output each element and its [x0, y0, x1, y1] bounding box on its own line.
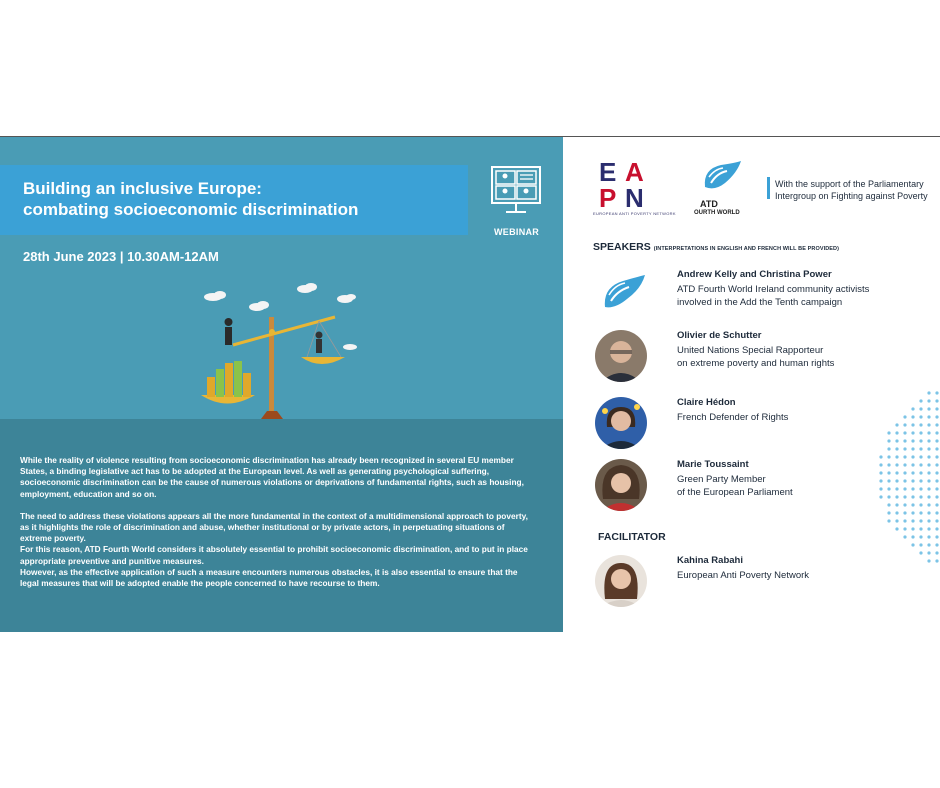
- speaker-role-line: Green Party Member: [677, 474, 766, 485]
- support-statement: [775, 178, 940, 202]
- speaker-role: [677, 344, 917, 370]
- decorative-dot: [919, 551, 922, 554]
- event-date: 28th June 2023 | 10.30AM-12AM: [23, 249, 219, 264]
- decorative-dot: [903, 527, 906, 530]
- decorative-dot: [887, 455, 890, 458]
- speaker-name: Andrew Kelly and Christina Power: [677, 269, 832, 280]
- eapn-letter-n: N: [625, 183, 644, 213]
- decorative-dot: [927, 431, 930, 434]
- decorative-dot: [895, 455, 898, 458]
- decorative-dot: [935, 423, 938, 426]
- decorative-dot: [927, 551, 930, 554]
- scale-illustration: [195, 277, 360, 422]
- decorative-dot: [935, 391, 938, 394]
- decorative-dot: [935, 543, 938, 546]
- decorative-dot: [919, 503, 922, 506]
- decorative-dot: [903, 479, 906, 482]
- decorative-dot: [911, 527, 914, 530]
- decorative-dot: [903, 495, 906, 498]
- decorative-dot: [927, 487, 930, 490]
- decorative-dot: [911, 407, 914, 410]
- decorative-dot: [927, 479, 930, 482]
- decorative-dot: [903, 487, 906, 490]
- speaker-role-line: ATD Fourth World Ireland community activists: [677, 284, 870, 295]
- event-title: [23, 178, 453, 220]
- decorative-dot: [911, 455, 914, 458]
- decorative-dot: [895, 511, 898, 514]
- description-paragraph: For this reason, ATD Fourth World considers it absolutely essential to prohibit socioeconomic discrimination, and to put in place appropriate preventive and punitive measures.: [20, 544, 528, 566]
- decorative-dot: [919, 455, 922, 458]
- decorative-dot: [935, 527, 938, 530]
- webinar-flyer: [0, 136, 940, 631]
- decorative-dot: [911, 447, 914, 450]
- eapn-letter-a: A: [625, 159, 644, 187]
- decorative-dot: [927, 559, 930, 562]
- decorative-dot: [927, 495, 930, 498]
- decorative-dot: [887, 447, 890, 450]
- decorative-dot: [895, 503, 898, 506]
- decorative-dot: [935, 455, 938, 458]
- decorative-dot: [927, 447, 930, 450]
- support-line-2: Intergroup on Fighting against Poverty: [775, 191, 928, 201]
- decorative-dot: [919, 527, 922, 530]
- decorative-dot: [895, 495, 898, 498]
- decorative-dot: [919, 487, 922, 490]
- decorative-dot: [927, 511, 930, 514]
- decorative-dot: [903, 463, 906, 466]
- decorative-dot: [927, 535, 930, 538]
- decorative-dot: [903, 439, 906, 442]
- decorative-dot: [887, 503, 890, 506]
- decorative-dot: [879, 487, 882, 490]
- decorative-dot: [919, 471, 922, 474]
- decorative-dot: [919, 399, 922, 402]
- decorative-dot: [895, 519, 898, 522]
- decorative-dot: [919, 543, 922, 546]
- decorative-dot: [927, 399, 930, 402]
- decorative-dot: [911, 463, 914, 466]
- decorative-dot: [895, 527, 898, 530]
- decorative-dot: [935, 415, 938, 418]
- decorative-dot: [927, 463, 930, 466]
- support-accent-bar: [767, 177, 770, 199]
- decorative-dot: [935, 551, 938, 554]
- facilitator-role-line: European Anti Poverty Network: [677, 570, 810, 581]
- decorative-dot: [927, 503, 930, 506]
- decorative-dot: [879, 479, 882, 482]
- interpretation-note: (INTERPRETATIONS IN ENGLISH AND FRENCH WILL BE PROVIDED): [653, 246, 840, 252]
- decorative-dot: [919, 415, 922, 418]
- decorative-dot: [927, 439, 930, 442]
- speaker-name: Claire Hédon: [677, 397, 736, 408]
- decorative-dot: [903, 503, 906, 506]
- decorative-dot: [911, 423, 914, 426]
- decorative-dot: [919, 535, 922, 538]
- decorative-dot: [927, 471, 930, 474]
- decorative-dot: [887, 439, 890, 442]
- decorative-dot: [903, 431, 906, 434]
- atd-sub-label: OURTH WORLD: [694, 210, 740, 216]
- speakers-title: SPEAKERS: [593, 241, 651, 253]
- decorative-dot: [919, 519, 922, 522]
- decorative-dot: [919, 407, 922, 410]
- eapn-caption: EUROPEAN ANTI POVERTY NETWORK: [593, 211, 676, 216]
- decorative-dot: [911, 511, 914, 514]
- title-line-2: combating socioeconomic discrimination: [23, 200, 359, 219]
- decorative-dot: [895, 471, 898, 474]
- description-paragraph: The need to address these violations appears all the more fundamental in the context of a multidimensional approach to poverty, as it highlights the role of discrimination and abuse, whether institutional or by private actors, in perpetuating situations of extreme poverty.: [20, 510, 528, 544]
- left-panel: [0, 137, 563, 632]
- decorative-dot: [903, 447, 906, 450]
- decorative-dot: [935, 487, 938, 490]
- decorative-dot: [911, 479, 914, 482]
- decorative-dot: [903, 423, 906, 426]
- decorative-dot: [935, 407, 938, 410]
- decorative-dot: [927, 423, 930, 426]
- webinar-label: WEBINAR: [494, 227, 540, 237]
- decorative-dot: [927, 455, 930, 458]
- decorative-dot: [935, 559, 938, 562]
- decorative-dot: [935, 495, 938, 498]
- decorative-dot: [919, 479, 922, 482]
- decorative-dot: [879, 495, 882, 498]
- support-line-1: With the support of the Parliamentary: [775, 179, 924, 189]
- decorative-dot: [895, 423, 898, 426]
- decorative-dot: [919, 495, 922, 498]
- decorative-dot: [879, 471, 882, 474]
- decorative-dot: [911, 415, 914, 418]
- decorative-dot: [919, 447, 922, 450]
- decorative-dot: [911, 543, 914, 546]
- decorative-dot: [911, 535, 914, 538]
- decorative-dot: [887, 463, 890, 466]
- decorative-dot: [887, 471, 890, 474]
- decorative-dot: [887, 487, 890, 490]
- facilitator-heading: FACILITATOR: [598, 531, 666, 543]
- decorative-dot: [903, 471, 906, 474]
- decorative-dot: [935, 511, 938, 514]
- speaker-role-line: on extreme poverty and human rights: [677, 358, 835, 369]
- video-conference-icon: [490, 165, 542, 217]
- decorative-dot: [887, 431, 890, 434]
- speaker-card: [593, 269, 933, 325]
- decorative-dot: [879, 463, 882, 466]
- decorative-dot: [919, 423, 922, 426]
- decorative-dot: [927, 415, 930, 418]
- decorative-dot: [887, 495, 890, 498]
- description-paragraph: However, as the effective application of such a measure encounters numerous obstacles, it is also essential to ensure that the legal measures that will be adopted enable the people concerned to have recourse to them.: [20, 566, 518, 589]
- decorative-dot: [911, 487, 914, 490]
- decorative-dot: [879, 455, 882, 458]
- decorative-dot: [935, 447, 938, 450]
- decorative-dot: [895, 447, 898, 450]
- decorative-dot: [935, 463, 938, 466]
- decorative-dot: [919, 511, 922, 514]
- speaker-role-line: United Nations Special Rapporteur: [677, 345, 824, 356]
- decorative-dot: [935, 399, 938, 402]
- decorative-dot: [935, 471, 938, 474]
- description-paragraph: While the reality of violence resulting from socioeconomic discrimination has already been recognized in several EU member States, a binding legislative act has to be adopted at the European level. As well as generating psychological suffering, socioeconomic discrimination can be the cause of numerous violations or deprivations of fundamental rights, such as housing, employment, education and so on.: [20, 455, 524, 499]
- decorative-dot: [903, 415, 906, 418]
- decorative-dot: [903, 519, 906, 522]
- decorative-dot: [887, 479, 890, 482]
- decorative-dot: [919, 439, 922, 442]
- atd-logo-icon: [697, 159, 747, 199]
- atd-label: ATD: [700, 199, 718, 209]
- decorative-dot: [927, 391, 930, 394]
- speaker-role-line: involved in the Add the Tenth campaign: [677, 297, 843, 308]
- avatar: [595, 397, 647, 449]
- decorative-dot: [903, 535, 906, 538]
- decorative-dot: [911, 471, 914, 474]
- decorative-dot: [911, 439, 914, 442]
- title-line-1: Building an inclusive Europe:: [23, 179, 262, 198]
- decorative-dot: [911, 519, 914, 522]
- decorative-dot: [903, 455, 906, 458]
- event-description: [20, 455, 538, 589]
- decorative-dot: [935, 503, 938, 506]
- decorative-dot: [911, 431, 914, 434]
- avatar: [595, 330, 647, 382]
- eapn-letter-p: P: [599, 183, 617, 213]
- speaker-name: Olivier de Schutter: [677, 330, 762, 341]
- decorative-dot: [927, 543, 930, 546]
- decorative-dot: [935, 535, 938, 538]
- atd-logo-icon: [595, 269, 647, 321]
- decorative-dot: [919, 431, 922, 434]
- decorative-dot: [895, 487, 898, 490]
- decorative-dot: [895, 479, 898, 482]
- right-panel: [563, 137, 940, 632]
- decorative-dot: [927, 407, 930, 410]
- speaker-role-line: of the European Parliament: [677, 487, 793, 498]
- decorative-dot: [935, 519, 938, 522]
- eapn-letter-e: E: [599, 159, 617, 187]
- decorative-dot: [903, 511, 906, 514]
- decorative-dot: [927, 527, 930, 530]
- avatar: [595, 555, 647, 607]
- decorative-dot: [919, 463, 922, 466]
- avatar: [595, 459, 647, 511]
- decorative-dot: [887, 519, 890, 522]
- facilitator-name: Kahina Rabahi: [677, 555, 743, 566]
- decorative-dot: [927, 519, 930, 522]
- speakers-heading: [593, 241, 839, 253]
- decorative-dot: [911, 495, 914, 498]
- decorative-dot: [895, 431, 898, 434]
- speaker-role: [677, 283, 917, 309]
- decorative-dot: [887, 511, 890, 514]
- decorative-dot: [895, 463, 898, 466]
- decorative-dot: [935, 439, 938, 442]
- decorative-dot: [895, 439, 898, 442]
- speaker-role-line: French Defender of Rights: [677, 412, 789, 423]
- decorative-dot: [935, 431, 938, 434]
- decorative-dot-pattern: [853, 377, 940, 577]
- decorative-dot: [935, 479, 938, 482]
- speaker-name: Marie Toussaint: [677, 459, 749, 470]
- decorative-dot: [911, 503, 914, 506]
- eapn-logo: [593, 159, 677, 219]
